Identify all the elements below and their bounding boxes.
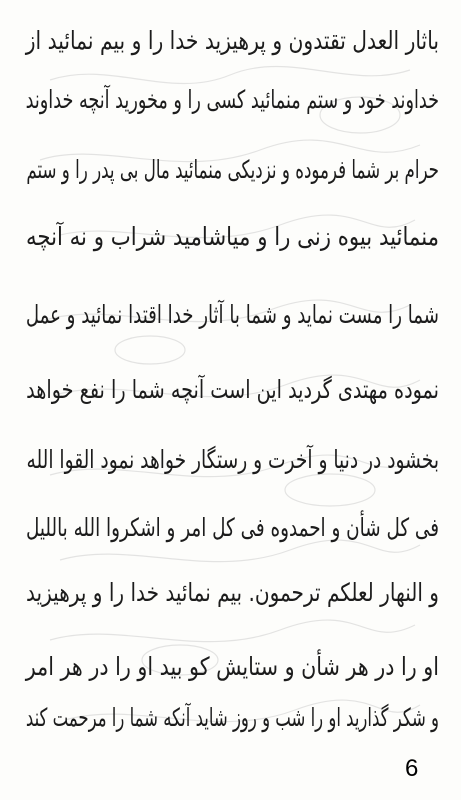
manuscript-line-4: منمائید بیوه زنی را و میاشامید شراب و نه آنچه: [25, 222, 439, 251]
manuscript-line-6: نموده مهتدی گردید این است آنچه شما را نفع خواهد: [26, 375, 439, 404]
page-number: 6: [405, 755, 419, 782]
manuscript-line-9: و النهار لعلکم ترحمون. بیم نمائید خدا را و پرهیزید: [25, 578, 439, 607]
manuscript-line-7: بخشود در دنیا و آخرت و رستگار خواهد نمود القوا الله: [26, 445, 439, 474]
manuscript-line-8: فی کل شأن و احمدوه فی کل امر و اشکروا الله بالليل: [25, 513, 440, 542]
manuscript-line-11: و شکر گذارید او را شب و روز شاید آنکه شما را مرحمت کند: [25, 703, 439, 732]
manuscript-line-5: شما را مست نماید و شما با آثار خدا اقتدا نمائید و عمل: [25, 300, 439, 329]
manuscript-line-3: حرام بر شما فرموده و نزدیکی منمائید مال بی پدر را و ستم: [26, 155, 439, 184]
manuscript-line-1: باثار العدل تقتدون و پرهیزید خدا را و بیم نمائید از: [25, 26, 439, 55]
manuscript-line-2: خداوند خود و ستم منمائید کسی را و مخورید آنچه خداوند: [25, 85, 439, 114]
manuscript-line-10: او را در هر شأن و ستایش کو بید او را در هر امر: [25, 652, 440, 681]
